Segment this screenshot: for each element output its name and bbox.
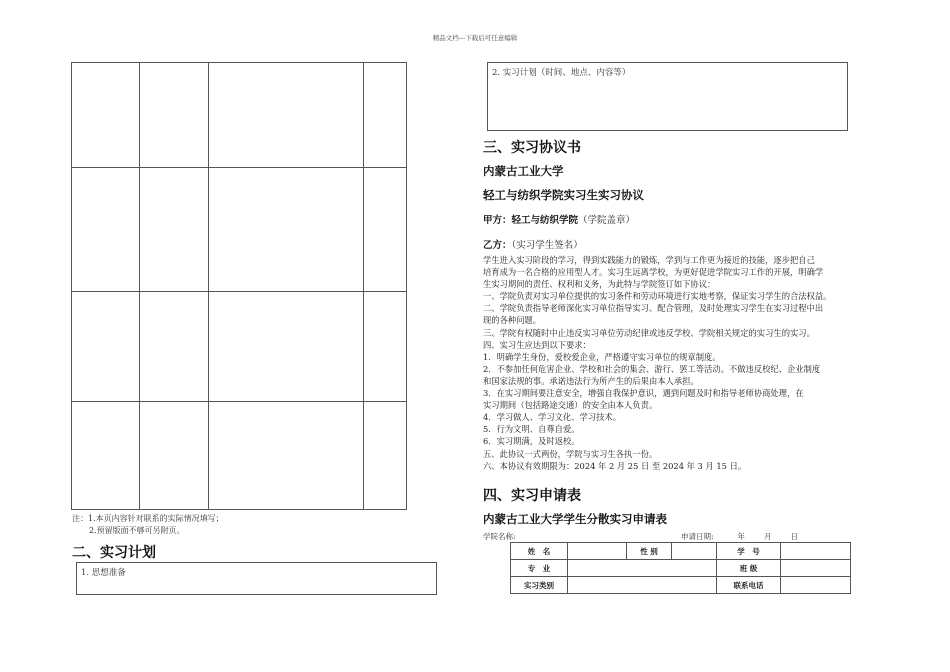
agreement-line: 二、学院负责指导老师深化实习单位指导实习、配合管理，及时处理实习学生在实习过程中出 <box>483 303 824 314</box>
agreement-line: 培育成为一名合格的应用型人才。实习生远离学校，为更好促进学院实习工作的开展，明确学 <box>483 267 824 278</box>
note-line-2: 2.预留版面不够可另附页。 <box>89 526 185 535</box>
section-title-agreement: 三、实习协议书 <box>483 140 581 156</box>
agreement-line: 3．在实习期间要注意安全，增强自我保护意识，遇到问题及时和指导老师协商处理，在 <box>483 388 804 399</box>
application-date-label: 申请日期: 年 月 日 <box>681 532 799 541</box>
section-title-plan: 二、实习计划 <box>72 545 156 561</box>
plan-item-label: 1. 思想准备 <box>81 568 126 578</box>
agreement-line: 学生进入实习阶段的学习，得到实践能力的锻炼，学到与工作更为接近的技能，逐步把自己 <box>483 255 815 265</box>
table-row-divider <box>72 167 406 168</box>
party-a <box>483 212 635 226</box>
table-column-divider <box>363 63 364 509</box>
phone-field[interactable] <box>781 577 851 594</box>
table-column-divider <box>208 63 209 509</box>
name-label: 姓 名 <box>511 543 568 560</box>
table-row-divider <box>72 291 406 292</box>
agreement-body <box>483 254 883 472</box>
agreement-line: 四、实习生应达到以下要求： <box>483 339 591 350</box>
university-name: 内蒙古工业大学 <box>483 164 564 178</box>
party-b <box>483 237 583 251</box>
plan-box-preparation <box>76 562 437 595</box>
agreement-title: 轻工与纺织学院实习生实习协议 <box>483 188 644 202</box>
college-name-label: 学院名称: <box>483 532 516 541</box>
student-id-field[interactable] <box>781 543 851 560</box>
application-form-title: 内蒙古工业大学学生分散实习申请表 <box>483 512 667 526</box>
plan-item-label: 2. 实习计划（时间、地点、内容等） <box>492 68 631 78</box>
agreement-line: 5．行为文明、自尊自爱。 <box>483 424 580 435</box>
party-a-note: （学院盖章） <box>578 215 636 226</box>
table-column-divider <box>139 63 140 509</box>
blank-record-table <box>71 62 407 510</box>
agreement-line: 三、学院有权随时中止违反实习单位劳动纪律或违反学校、学院相关规定的实习生的实习。 <box>483 327 815 338</box>
phone-label: 联系电话 <box>717 577 781 594</box>
agreement-line: 六、本协议有效期限为：2024 年 2 月 25 日 至 2024 年 3 月 15 日。 <box>483 460 747 471</box>
party-a-label: 甲方：轻工与纺织学院 <box>483 215 579 226</box>
major-label: 专 业 <box>511 560 568 577</box>
agreement-line: 4．学习做人、学习文化、学习技术。 <box>483 412 622 423</box>
agreement-line: 五、此协议一式两份，学院与实习生各执一份。 <box>483 448 658 459</box>
section-title-application: 四、实习申请表 <box>483 488 581 504</box>
class-field[interactable] <box>781 560 851 577</box>
party-b-note: （实习学生签名） <box>511 240 583 251</box>
agreement-line: 2．不参加任何危害企业、学校和社会的集会、游行、罢工等活动。不做违反校纪、企业制度 <box>483 363 821 374</box>
table-row <box>511 577 851 594</box>
name-field[interactable] <box>568 543 627 560</box>
major-field[interactable] <box>568 560 717 577</box>
application-table <box>510 542 851 594</box>
table-row <box>511 543 851 560</box>
gender-field[interactable] <box>672 543 717 560</box>
table-row-divider <box>72 401 406 402</box>
agreement-line: 现的各种问题。 <box>483 315 542 326</box>
agreement-line: 生实习期间的责任、权利和义务，为此特与学院签订如下协议： <box>483 279 716 290</box>
agreement-line: 和国家法规的事。承诺违法行为所产生的后果由本人承担。 <box>483 375 699 386</box>
agreement-line: 1．明确学生身份，爱校爱企业，严格遵守实习单位的规章制度。 <box>483 351 721 362</box>
note-line-1: 注：1.本页内容针对联系的实际情况填写； <box>72 514 224 523</box>
agreement-line: 6．实习期满，及时返校。 <box>483 436 580 447</box>
agreement-line: 实习期间（包括路途交通）的安全由本人负责。 <box>483 400 658 411</box>
class-label: 班 级 <box>717 560 781 577</box>
agreement-line: 一、学院负责对实习单位提供的实习条件和劳动环境进行实地考察，保证实习学生的合法权益。 <box>483 291 832 302</box>
header-note: 精品文档---下载后可任意编辑 <box>432 34 518 42</box>
table-row <box>511 560 851 577</box>
party-b-label: 乙方： <box>483 240 512 251</box>
internship-type-field[interactable] <box>568 577 717 594</box>
gender-label: 性 别 <box>627 543 672 560</box>
plan-box-schedule <box>487 62 848 131</box>
internship-type-label: 实习类别 <box>511 577 568 594</box>
student-id-label: 学 号 <box>717 543 781 560</box>
